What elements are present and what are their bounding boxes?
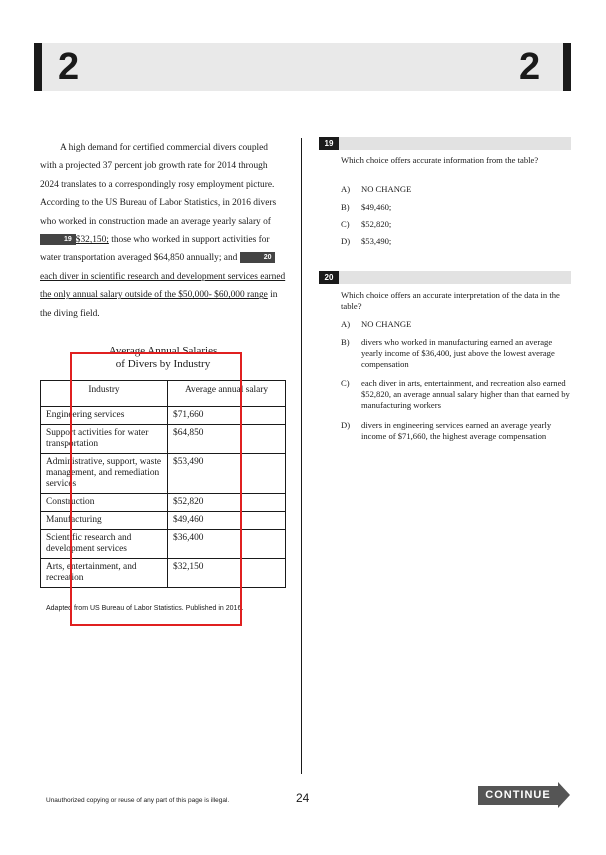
table-header-industry: Industry bbox=[41, 381, 168, 407]
table-cell-industry: Arts, entertainment, and recreation bbox=[41, 559, 168, 588]
section-left-bar bbox=[34, 43, 42, 91]
copyright-notice: Unauthorized copying or reuse of any part of this page is illegal. bbox=[46, 797, 230, 804]
question-20-choice-c[interactable] bbox=[341, 378, 573, 411]
question-20-number: 20 bbox=[319, 271, 339, 284]
choice-text: NO CHANGE bbox=[361, 319, 412, 329]
question-20-choice-d[interactable] bbox=[341, 420, 573, 442]
table-cell-salary: $64,850 bbox=[168, 425, 286, 454]
page-number: 24 bbox=[296, 791, 310, 805]
choice-letter: C) bbox=[341, 378, 350, 388]
question-19-choice-d[interactable] bbox=[341, 236, 573, 247]
underlined-portion-20[interactable]: each diver in scientific research and development services earned the only annual salary outside of the $50,000- $60,000 range bbox=[40, 271, 286, 301]
table-cell-salary: $71,660 bbox=[168, 407, 286, 425]
choice-letter: B) bbox=[341, 202, 350, 212]
choice-letter: A) bbox=[341, 319, 351, 329]
question-19-choice-a[interactable] bbox=[341, 184, 573, 195]
question-19-prompt: Which choice offers accurate information from the table? bbox=[341, 155, 539, 165]
table-cell-salary: $53,490 bbox=[168, 454, 286, 494]
table-cell-salary: $36,400 bbox=[168, 530, 286, 559]
question-20-choice-b[interactable] bbox=[341, 337, 573, 370]
choice-text: divers in engineering services earned an average yearly income of $71,660, the highest average compensation bbox=[361, 420, 552, 441]
table-source-note: Adapted from US Bureau of Labor Statistics. Published in 2016. bbox=[46, 605, 244, 612]
passage bbox=[40, 139, 286, 323]
question-marker-20[interactable]: 20 bbox=[240, 252, 276, 263]
table-header-salary: Average annual salary bbox=[168, 381, 286, 407]
choice-letter: B) bbox=[341, 337, 350, 347]
question-19-choice-b[interactable] bbox=[341, 202, 573, 213]
table-cell-industry: Construction bbox=[41, 494, 168, 512]
table-title-line: Average Annual Salaries bbox=[108, 345, 218, 357]
table-cell-salary: $49,460 bbox=[168, 512, 286, 530]
table-cell-industry: Support activities for water transportation bbox=[41, 425, 168, 454]
column-divider bbox=[301, 138, 302, 774]
question-19-bar bbox=[319, 137, 571, 150]
question-20-bar bbox=[319, 271, 571, 284]
table-cell-industry: Manufacturing bbox=[41, 512, 168, 530]
choice-letter: C) bbox=[341, 219, 350, 229]
passage-paragraph bbox=[40, 139, 286, 323]
choice-letter: A) bbox=[341, 184, 351, 194]
choice-letter: D) bbox=[341, 236, 351, 246]
choice-text: $52,820; bbox=[361, 219, 392, 229]
continue-button[interactable]: CONTINUE bbox=[478, 786, 558, 805]
question-19-choice-c[interactable] bbox=[341, 219, 573, 230]
section-number-right: 2 bbox=[519, 46, 541, 88]
continue-arrow-icon bbox=[558, 782, 570, 808]
choice-text: divers who worked in manufacturing earned an average yearly income of $36,400, just above the lowest average compensation bbox=[361, 337, 555, 369]
question-19-number: 19 bbox=[319, 137, 339, 150]
choice-text: $53,490; bbox=[361, 236, 392, 246]
table-title-line: of Divers by Industry bbox=[115, 358, 211, 370]
passage-text: A high demand for certified commercial divers coupled with a projected 37 percent job growth rate for 2014 through 2024 translates to a correspondingly rosy employment picture. According to the US Bureau of Labor Statistics, in 2016 divers who worked in construction made an average yearly salary of bbox=[40, 143, 277, 227]
question-20-prompt: Which choice offers an accurate interpretation of the data in the table? bbox=[341, 290, 560, 311]
question-20-choice-a[interactable] bbox=[341, 319, 573, 330]
section-header-band bbox=[34, 43, 571, 91]
passage-text: in the diving field. bbox=[40, 290, 278, 319]
choice-letter: D) bbox=[341, 420, 351, 430]
highlight-box bbox=[70, 352, 242, 626]
question-marker-19[interactable]: 19 bbox=[40, 234, 76, 245]
underlined-portion-19[interactable]: $32,150; bbox=[75, 235, 109, 246]
choice-text: $49,460; bbox=[361, 202, 392, 212]
passage-text: those who worked in support activities for water transportation averaged $64,850 annually; and bbox=[40, 235, 270, 264]
table-cell-industry: Engineering services bbox=[41, 407, 168, 425]
table-cell-industry: Scientific research and development services bbox=[41, 530, 168, 559]
table-cell-salary: $52,820 bbox=[168, 494, 286, 512]
section-number-left: 2 bbox=[58, 46, 80, 88]
choice-text: each diver in arts, entertainment, and recreation also earned $52,820, an average annual salary higher than that earned by manufacturing workers bbox=[361, 378, 570, 410]
table-cell-salary: $32,150 bbox=[168, 559, 286, 588]
section-right-bar bbox=[563, 43, 571, 91]
choice-text: NO CHANGE bbox=[361, 184, 412, 194]
table-cell-industry: Administrative, support, waste management, and remediation services bbox=[41, 454, 168, 494]
